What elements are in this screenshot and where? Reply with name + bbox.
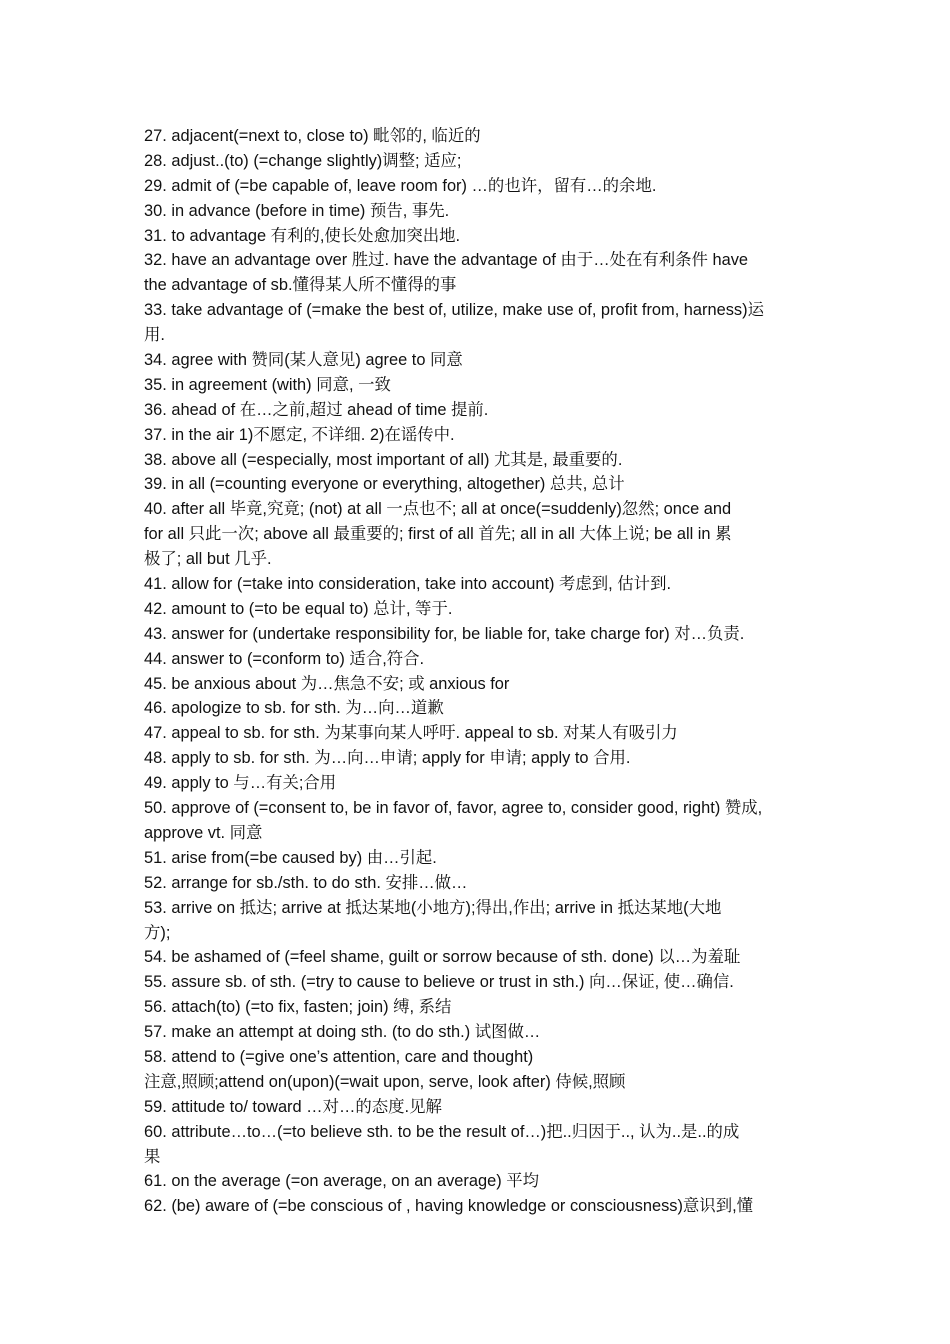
text-line: 30. in advance (before in time) 预告, 事先. xyxy=(144,201,450,220)
text-line: 59. attitude to/ toward …对…的态度.见解 xyxy=(144,1097,442,1116)
text-line: for all 只此一次; above all 最重要的; first of all 首先; all in all 大体上说; be all in 累 xyxy=(144,525,732,544)
text-line: 37. in the air 1)不愿定, 不详细. 2)在谣传中. xyxy=(144,425,455,444)
text-line: 注意,照顾;attend on(upon)(=wait upon, serve, look after) 侍候,照顾 xyxy=(144,1072,626,1091)
text-line: 34. agree with 赞同(某人意见) agree to 同意 xyxy=(144,351,463,370)
text-line: 48. apply to sb. for sth. 为…向…申请; apply for 申请; apply to 合用. xyxy=(144,749,631,768)
text-line: 54. be ashamed of (=feel shame, guilt or sorrow because of sth. done) 以…为羞耻 xyxy=(144,948,741,967)
text-line: 51. arise from(=be caused by) 由…引起. xyxy=(144,848,437,867)
text-line: 43. answer for (undertake responsibility for, be liable for, take charge for) 对…负责. xyxy=(144,624,745,643)
text-line: 49. apply to 与…有关;合用 xyxy=(144,774,337,793)
text-line: 36. ahead of 在…之前,超过 ahead of time 提前. xyxy=(144,400,489,419)
text-line: 61. on the average (=on average, on an average) 平均 xyxy=(144,1172,539,1191)
text-line: 41. allow for (=take into consideration, take into account) 考虑到, 估计到. xyxy=(144,575,672,594)
text-line: 55. assure sb. of sth. (=try to cause to believe or trust in sth.) 向…保证, 使…确信. xyxy=(144,973,734,992)
text-line: approve vt. 同意 xyxy=(144,823,263,842)
text-line: 28. adjust..(to) (=change slightly)调整; 适应; xyxy=(144,151,462,170)
text-line: 极了; all but 几乎. xyxy=(144,550,272,569)
text-line: 39. in all (=counting everyone or everything, altogether) 总共, 总计 xyxy=(144,475,625,494)
text-line: 用. xyxy=(144,326,165,345)
text-line: 52. arrange for sb./sth. to do sth. 安排…做… xyxy=(144,873,468,892)
text-line: 27. adjacent(=next to, close to) 毗邻的, 临近的 xyxy=(144,127,481,145)
text-line: 46. apologize to sb. for sth. 为…向…道歉 xyxy=(144,699,444,718)
text-line: 45. be anxious about 为…焦急不安; 或 anxious for xyxy=(144,674,510,693)
text-line: 方); xyxy=(144,923,171,942)
text-line: 33. take advantage of (=make the best of, utilize, make use of, profit from, harness)运 xyxy=(144,301,764,320)
text-line: 42. amount to (=to be equal to) 总计, 等于. xyxy=(144,599,453,618)
text-line: 32. have an advantage over 胜过. have the advantage of 由于…处在有利条件 have xyxy=(144,251,749,270)
text-line: 44. answer to (=conform to) 适合,符合. xyxy=(144,649,425,668)
text-line: 35. in agreement (with) 同意, 一致 xyxy=(144,375,391,394)
text-line: 40. after all 毕竟,究竟; (not) at all 一点也不; all at once(=suddenly)忽然; once and xyxy=(144,500,732,519)
text-line: 56. attach(to) (=to fix, fasten; join) 缚, 系结 xyxy=(144,998,452,1017)
text-line: 53. arrive on 抵达; arrive at 抵达某地(小地方);得出,作出; arrive in 抵达某地(大地 xyxy=(144,898,722,917)
text-line: the advantage of sb.懂得某人所不懂得的事 xyxy=(144,276,457,295)
text-line: 47. appeal to sb. for sth. 为某事向某人呼吁. appeal to sb. 对某人有吸引力 xyxy=(144,724,678,743)
text-line: 62. (be) aware of (=be conscious of , having knowledge or consciousness)意识到,懂 xyxy=(144,1197,754,1216)
text-line: 50. approve of (=consent to, be in favor of, favor, agree to, consider good, right) 赞成, xyxy=(144,799,763,818)
text-line: 60. attribute…to…(=to believe sth. to be the result of…)把..归因于.., 认为..是..的成 xyxy=(144,1122,740,1141)
text-line: 果 xyxy=(144,1147,161,1166)
text-line: 31. to advantage 有利的,使长处愈加突出地. xyxy=(144,226,461,245)
text-line: 57. make an attempt at doing sth. (to do sth.) 试图做… xyxy=(144,1023,541,1042)
vocabulary-list xyxy=(144,124,810,1219)
text-line: 38. above all (=especially, most important of all) 尤其是, 最重要的. xyxy=(144,450,623,469)
text-line: 29. admit of (=be capable of, leave room for) …的也许，留有…的余地. xyxy=(144,176,657,195)
text-line: 58. attend to (=give one’s attention, care and thought) xyxy=(144,1047,534,1066)
